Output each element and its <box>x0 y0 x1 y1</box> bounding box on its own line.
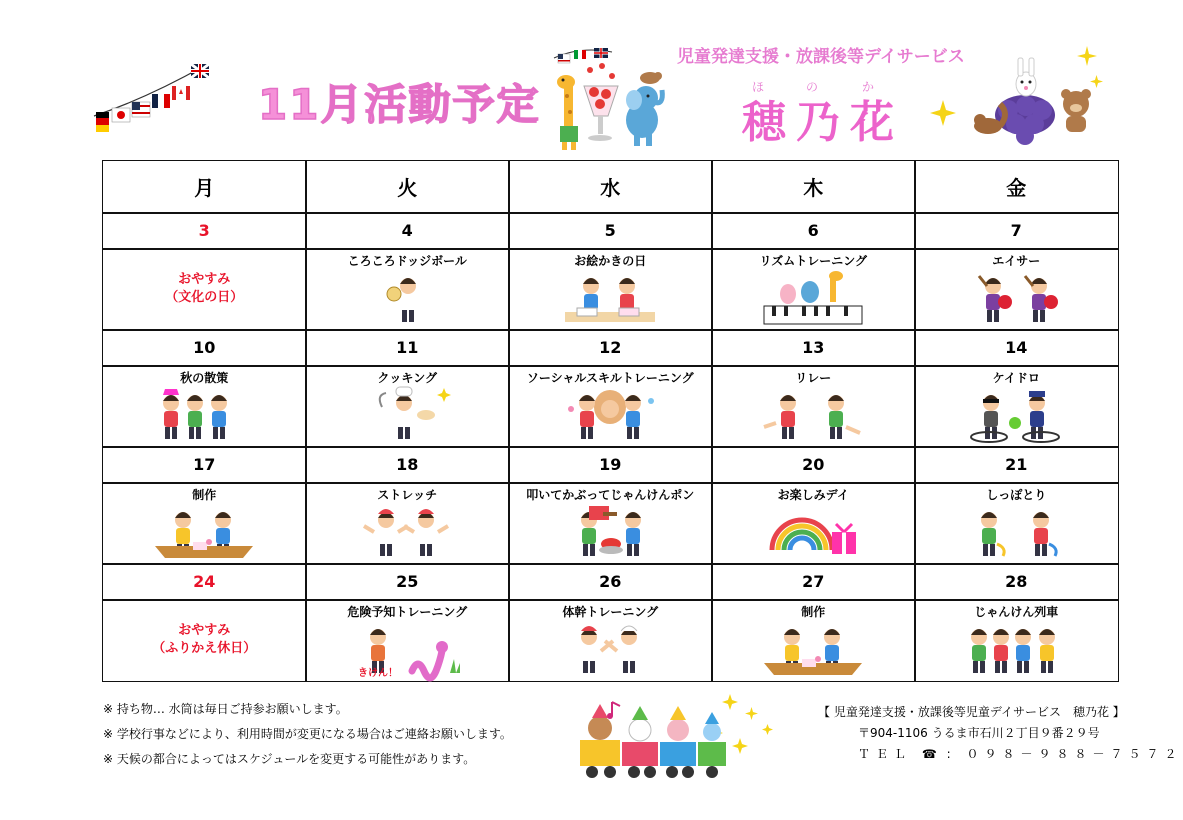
activity-cell <box>914 365 1119 448</box>
activity-illustration <box>103 504 306 560</box>
activity-illustration <box>712 270 915 326</box>
weekday-header: 水 <box>508 160 713 214</box>
activity-label: エイサー <box>992 254 1041 268</box>
activity-cell <box>305 248 510 331</box>
tel-separator: : <box>946 747 957 761</box>
date-cell: 26 <box>508 563 713 601</box>
family-icon <box>555 387 665 443</box>
note-belongings: ※ 持ち物… 水筒は毎日ご持参お願いします。 <box>103 702 348 716</box>
phone-icon: ☎ <box>921 747 937 761</box>
brand-ruby-3: か <box>862 80 875 94</box>
date-cell: 25 <box>305 563 510 601</box>
date-cell: 6 <box>711 212 916 250</box>
activity-cell <box>914 248 1119 331</box>
activity-label: しっぽとり <box>986 488 1047 502</box>
activity-cell <box>711 599 916 682</box>
drawing-kids-icon <box>555 270 665 326</box>
activity-illustration <box>509 270 712 326</box>
danger-worm-icon <box>352 621 462 677</box>
eisa-dancers-icon <box>961 270 1071 326</box>
activity-cell <box>102 482 307 565</box>
note-school-events: ※ 学校行事などにより、利用時間が変更になる場合はご連絡お願いします。 <box>103 727 512 741</box>
activity-label: じゃんけん列車 <box>974 605 1059 619</box>
activity-label: 制作 <box>801 605 826 619</box>
holiday-label: （文化の日） <box>165 290 244 306</box>
date-cell: 24 <box>102 563 307 601</box>
activity-cell <box>914 482 1119 565</box>
date-cell: 17 <box>102 446 307 484</box>
piano-animals-icon <box>758 270 868 326</box>
animals-grapes-sparkles-icon <box>930 40 1105 150</box>
activity-label: 危険予知トレーニング <box>347 605 468 619</box>
janken-game-icon <box>555 504 665 560</box>
weekday-header: 木 <box>711 160 916 214</box>
danger-caption: きけん！ <box>358 667 399 679</box>
activity-illustration <box>915 270 1118 326</box>
date-cell: 3 <box>102 212 307 250</box>
activity-label: リレー <box>795 371 832 385</box>
calendar-table <box>102 160 1117 680</box>
crafting-kids-icon <box>758 621 868 677</box>
activity-illustration <box>103 387 306 443</box>
date-cell: 19 <box>508 446 713 484</box>
rainbow-gift-icon <box>758 504 868 560</box>
holiday-label: おやすみ <box>178 623 231 639</box>
date-cell: 4 <box>305 212 510 250</box>
activity-illustration <box>509 387 712 443</box>
date-cell: 21 <box>914 446 1119 484</box>
brand-ruby-1: ほ <box>752 80 765 94</box>
brand-name: 穂乃花 <box>742 97 904 148</box>
activity-cell <box>102 365 307 448</box>
activity-illustration <box>306 504 509 560</box>
holiday-cell <box>102 599 307 682</box>
activity-label: 制作 <box>192 488 217 502</box>
holiday-label: おやすみ <box>178 272 231 288</box>
activity-label: リズムトレーニング <box>759 254 868 268</box>
flags-parfait-giraffe-elephant-icon <box>550 42 670 154</box>
weekday-header: 月 <box>102 160 307 214</box>
date-cell: 7 <box>914 212 1119 250</box>
core-training-icon <box>555 621 665 677</box>
activity-label: お楽しみデイ <box>777 488 849 502</box>
cops-robbers-icon <box>961 387 1071 443</box>
activity-label: 秋の散策 <box>180 371 229 385</box>
note-weather: ※ 天候の都合によってはスケジュールを変更する可能性があります。 <box>103 752 476 766</box>
date-cell: 5 <box>508 212 713 250</box>
date-cell: 27 <box>711 563 916 601</box>
activity-illustration <box>306 621 509 677</box>
activity-cell <box>914 599 1119 682</box>
activity-cell <box>305 365 510 448</box>
activity-illustration <box>915 621 1118 677</box>
tail-tag-icon <box>961 504 1071 560</box>
month-title: 11月活動予定 <box>258 80 541 129</box>
activity-illustration <box>509 504 712 560</box>
activity-illustration <box>712 621 915 677</box>
dodgeball-boy-icon <box>352 270 462 326</box>
activity-cell <box>305 599 510 682</box>
org-subtitle: 児童発達支援・放課後等デイサービス <box>677 47 965 67</box>
activity-illustration <box>712 504 915 560</box>
cooking-child-icon <box>352 387 462 443</box>
relay-runners-icon <box>758 387 868 443</box>
weekday-header: 火 <box>305 160 510 214</box>
activity-label: お絵かきの日 <box>574 254 647 268</box>
weekday-header: 金 <box>914 160 1119 214</box>
tel-line <box>858 745 1183 762</box>
org-line: 【 児童発達支援・放課後等児童デイサービス 穂乃花 】 <box>818 705 1125 719</box>
activity-illustration <box>306 270 509 326</box>
activity-cell <box>508 482 713 565</box>
activity-cell <box>508 248 713 331</box>
date-cell: 12 <box>508 329 713 367</box>
activity-label: クッキング <box>377 371 438 385</box>
activity-label: ころころドッジボール <box>347 254 467 268</box>
activity-illustration <box>509 621 712 677</box>
activity-illustration <box>915 504 1118 560</box>
date-cell: 10 <box>102 329 307 367</box>
activity-cell <box>305 482 510 565</box>
animal-train-icon <box>578 692 793 782</box>
janken-train-icon <box>961 621 1071 677</box>
date-cell: 18 <box>305 446 510 484</box>
date-cell: 28 <box>914 563 1119 601</box>
activity-illustration <box>915 387 1118 443</box>
activity-illustration <box>712 387 915 443</box>
activity-cell <box>508 365 713 448</box>
holiday-label: （ふりかえ休日） <box>152 641 257 657</box>
flag-garland-left-icon <box>92 58 212 138</box>
date-cell: 11 <box>305 329 510 367</box>
tel-label: ＴＥＬ <box>858 747 913 761</box>
activity-label: 体幹トレーニング <box>562 605 659 619</box>
activity-label: ストレッチ <box>377 488 438 502</box>
stretching-kids-icon <box>352 504 462 560</box>
activity-label: ケイドロ <box>992 371 1040 385</box>
date-cell: 14 <box>914 329 1119 367</box>
walking-kids-icon <box>149 387 259 443</box>
date-cell: 20 <box>711 446 916 484</box>
activity-cell <box>711 482 916 565</box>
crafting-kids-icon <box>149 504 259 560</box>
tel-number[interactable]: ０９８－９８８－７５７２ <box>966 747 1183 761</box>
activity-cell <box>711 248 916 331</box>
holiday-cell <box>102 248 307 331</box>
activity-label: ソーシャルスキルトレーニング <box>526 371 694 385</box>
date-cell: 13 <box>711 329 916 367</box>
activity-cell <box>711 365 916 448</box>
address: 〒904-1106 うるま市石川２丁目９番２９号 <box>858 726 1100 740</box>
brand-ruby-2: の <box>806 80 819 94</box>
activity-illustration <box>306 387 509 443</box>
activity-label: 叩いてかぶってじゃんけんポン <box>526 488 695 502</box>
activity-cell <box>508 599 713 682</box>
